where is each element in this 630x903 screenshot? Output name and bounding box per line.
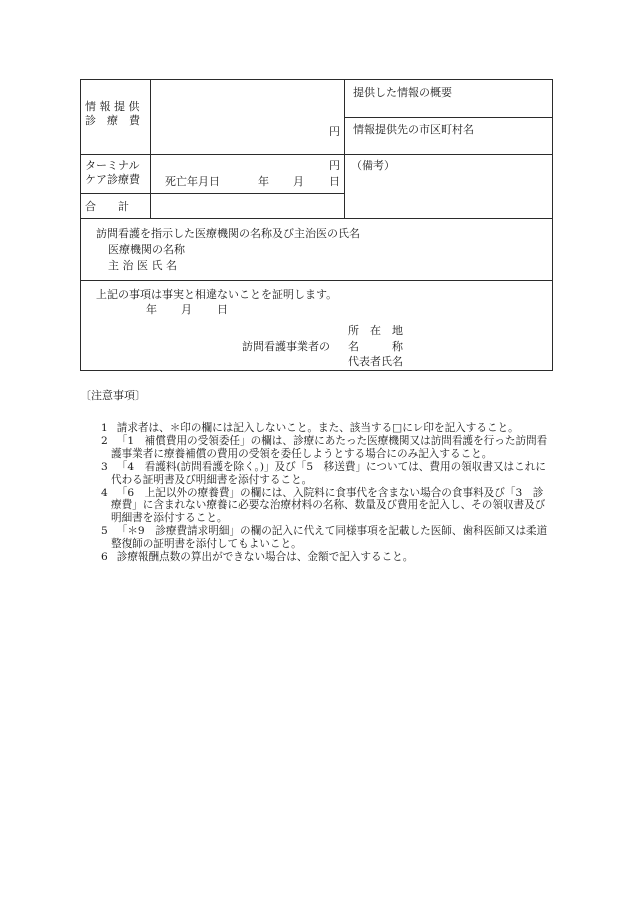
note-number: 4 — [101, 486, 108, 499]
terminal-care-label-line1: ターミナル — [85, 159, 140, 172]
address-label: 所 在 地 — [348, 324, 403, 337]
note-number: 1 — [101, 422, 108, 434]
cert-year: 年 — [146, 303, 157, 316]
total-label: 合 計 — [85, 200, 129, 213]
terminal-care-label-line2: ケア診療費 — [85, 172, 140, 186]
info-fee-label — [85, 100, 146, 128]
note-number: 3 — [101, 460, 108, 473]
table-rule — [344, 79, 345, 219]
info-fee-yen: 円 — [329, 125, 340, 138]
note-number: 6 — [101, 551, 108, 564]
institution-name-label: 医療機関の名称 — [108, 243, 185, 256]
info-fee-label-line1: 情 報 提 供 — [85, 100, 140, 113]
note-item — [101, 461, 553, 487]
note-text: 「4 看護料(訪問看護を除く。)」及び「5 移送費」については、費用の領収書又はこれに代わる証明書及び明細書を添付すること。 — [111, 460, 546, 486]
note-item — [101, 422, 553, 435]
note-text: 「＊9 診療費請求明細」の欄の記入に代えて同様事項を記載した医師、歯科医師又は柔道整復師の証明書を添付してもよいこと。 — [111, 525, 548, 551]
table-rule — [150, 79, 151, 219]
date-of-death-month: 月 — [293, 175, 304, 188]
representative-label: 代表者氏名 — [348, 355, 403, 368]
note-item — [101, 525, 553, 551]
notes-list — [101, 422, 553, 564]
table-border-left — [80, 79, 81, 371]
terminal-care-label — [85, 159, 140, 187]
table-rule — [80, 193, 345, 194]
name-label: 名 称 — [348, 340, 403, 353]
provided-info-summary-label: 提供した情報の概要 — [353, 86, 452, 99]
note-number: 2 — [101, 434, 108, 447]
note-text: 「6 上記以外の療養費」の欄には、入院料に食事代を含まない場合の食事料及び「3 診療費」に含まれない療養に必要な治療材料の名称、数量及び費用を記入し、その領収書及び明細書を添付すること。 — [111, 486, 546, 525]
info-fee-label-line2: 診 療 費 — [85, 113, 140, 127]
notes-title: 〔注意事項〕 — [80, 389, 146, 402]
certification-statement: 上記の事項は事実と相違ないことを証明します。 — [96, 288, 338, 301]
note-item — [101, 551, 553, 564]
note-text: 「1 補償費用の受領委任」の欄は、診療にあたった医療機関又は訪問看護を行った訪問看護事業者に療養補償の費用の受領を委任しようとする場合にのみ記入すること。 — [111, 434, 548, 460]
note-number: 5 — [101, 525, 108, 538]
note-text: 請求者は、＊印の欄には記入しないこと。また、該当する□にレ印を記入すること。 — [116, 422, 519, 434]
provider-label: 訪問看護事業者の — [242, 340, 330, 353]
cert-day: 日 — [217, 303, 228, 316]
cert-month: 月 — [181, 303, 192, 316]
note-text: 診療報酬点数の算出ができない場合は、金額で記入すること。 — [116, 551, 414, 564]
provider-municipality-label: 情報提供先の市区町村名 — [353, 123, 474, 136]
note-item — [101, 487, 553, 526]
attending-doctor-label: 主 治 医 氏 名 — [108, 259, 177, 272]
table-border-bottom — [80, 370, 553, 371]
terminal-care-yen: 円 — [329, 159, 340, 172]
order-heading: 訪問看護を指示した医療機関の名称及び主治医の氏名 — [96, 227, 360, 240]
date-of-death-label: 死亡年月日 — [165, 175, 220, 188]
note-item — [101, 435, 553, 461]
table-rule — [344, 117, 553, 118]
table-border-right — [552, 79, 553, 371]
table-rule — [80, 280, 553, 281]
date-of-death-year: 年 — [258, 175, 269, 188]
date-of-death-day: 日 — [329, 175, 340, 188]
remarks-label: （備考） — [351, 159, 395, 172]
